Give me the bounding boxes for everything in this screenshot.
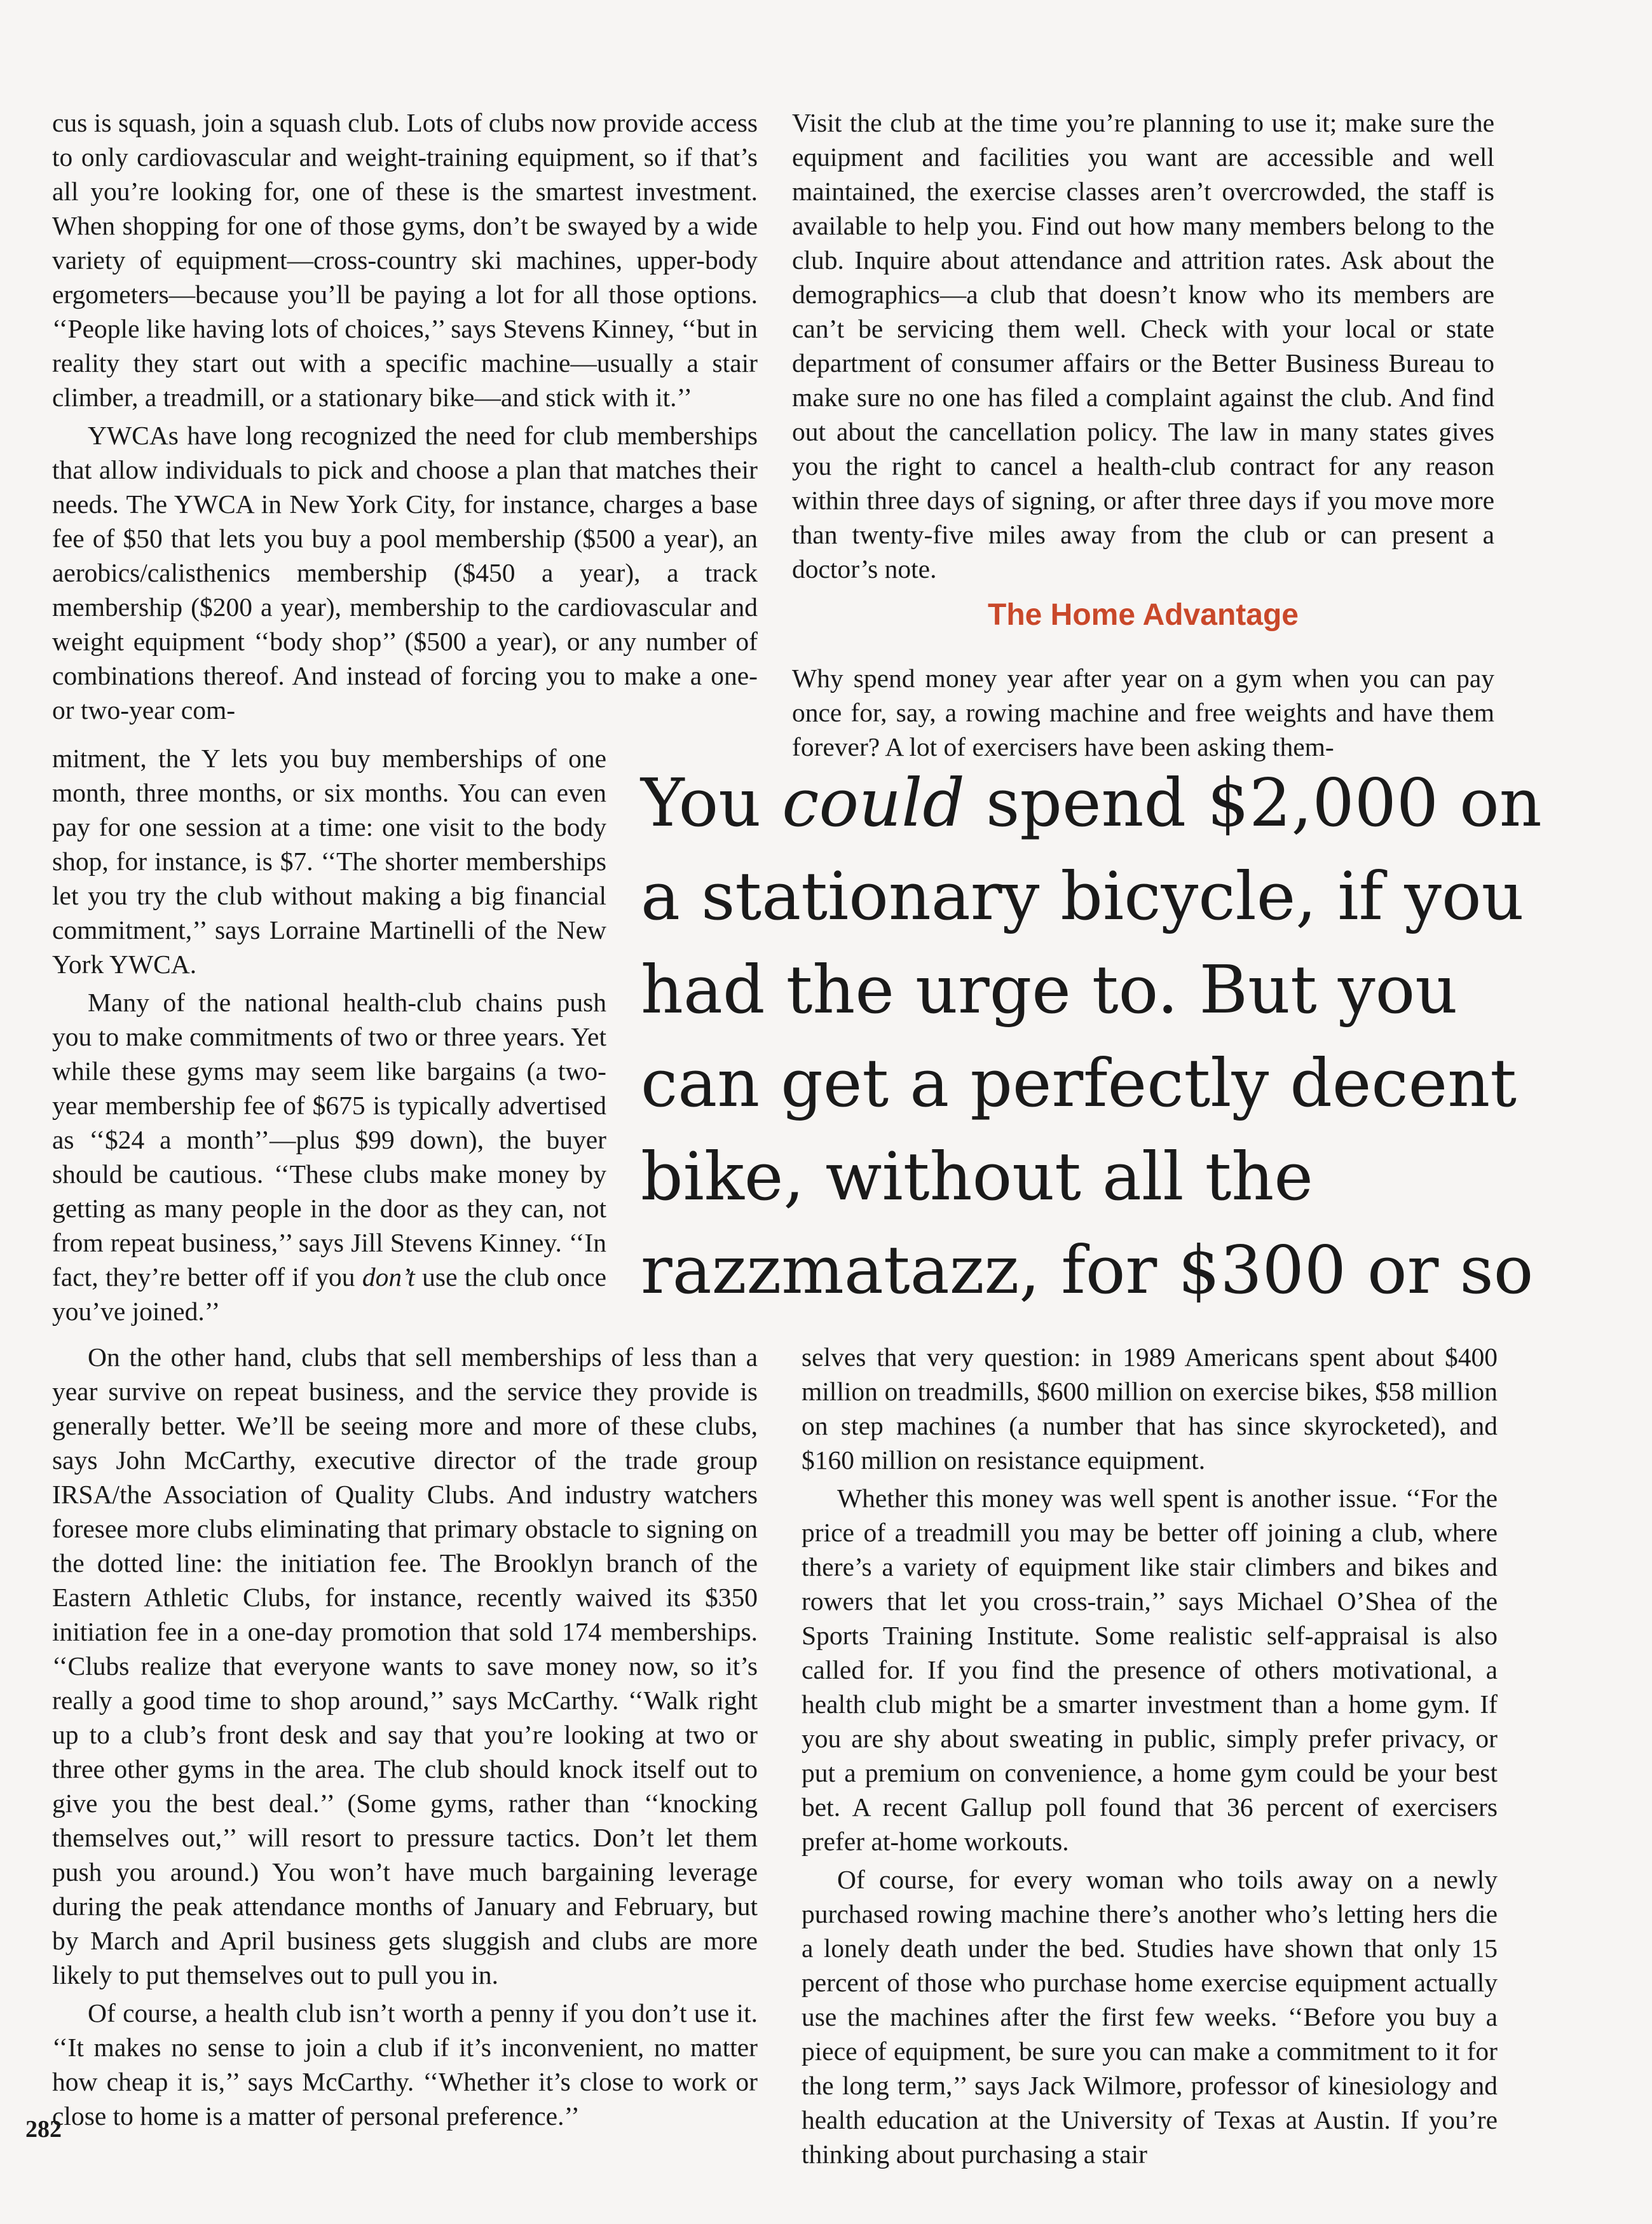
paragraph: selves that very question: in 1989 Americans spent about $400 million on treadmills, $600 million on exercise bikes, $58 million on step machines (a number that has since skyrocketed), and $160 million on resistance equipment. bbox=[802, 1342, 1498, 1475]
paragraph: Whether this money was well spent is another issue. ‘‘For the price of a treadmill you may be better off joining a club, where there’s a variety of equipment like stair climbers and bikes and rowers that let you cross-train,’’ says Michael O’Shea of the Sports Training Institute. Some realistic self-appraisal is also called for. If you find the presence of others motivational, a health club might be a smarter investment than a home gym. If you are shy about sweating in public, simply prefer privacy, or put a premium on convenience, a home gym could be your best bet. A recent Gallup poll found that 36 percent of exercisers prefer at-home workouts. bbox=[802, 1484, 1498, 1856]
pull-quote bbox=[641, 756, 1543, 1317]
emphasis-text: don’t bbox=[362, 1262, 415, 1292]
paragraph-text: use the club once you’ve joined.’’ bbox=[52, 1262, 606, 1326]
section-heading: The Home Advantage bbox=[988, 598, 1299, 632]
paragraph: Of course, for every woman who toils away on a newly purchased rowing machine there’s another who’s letting hers die a lonely death under the bed. Studies have shown that only 15 percent of those who purchase home exercise equipment actually use the machines after the first few weeks. ‘‘Before you buy a piece of equipment, be sure you can make a commitment to it for the long term,’’ says Jack Wilmore, professor of kinesiology and health education at the University of Texas at Austin. If you’re thinking about purchasing a stair bbox=[802, 1865, 1498, 2169]
paragraph: Why spend money year after year on a gym when you can pay once for, say, a rowing machine and free weights and have them forever? A lot of exercisers have been asking them- bbox=[792, 664, 1494, 761]
column-2-top bbox=[792, 106, 1494, 586]
column-1-top bbox=[52, 106, 758, 727]
column-2-bottom bbox=[802, 1340, 1498, 2171]
paragraph: Of course, a health club isn’t worth a penny if you don’t use it. ‘‘It makes no sense to join a club if it’s inconvenient, no matter how cheap it is,’’ says McCarthy. ‘‘Whether it’s close to work or close to home is a matter of personal preference.’’ bbox=[52, 1998, 758, 2131]
column-1-bottom bbox=[52, 1340, 758, 2133]
paragraph bbox=[52, 985, 606, 1328]
paragraph: mitment, the Y lets you buy memberships of one month, three months, or six months. You can even pay for one session at a time: one visit to the body shop, for instance, is $7. ‘‘The shorter memberships let you try the club without making a big financial commitment,’’ says Lorraine Martinelli of the New York YWCA. bbox=[52, 744, 606, 979]
paragraph: YWCAs have long recognized the need for club memberships that allow individuals to pick and choose a plan that matches their needs. The YWCA in New York City, for instance, charges a base fee of $50 that lets you buy a pool membership ($500 a year), an aerobics/calisthenics membership ($450 a year), a track membership ($200 a year), membership to the cardiovascular and weight equipment ‘‘body shop’’ ($500 a year), or any number of combinations thereof. And instead of forcing you to make a one- or two-year com- bbox=[52, 421, 758, 725]
paragraph: cus is squash, join a squash club. Lots of clubs now provide access to only cardiovascular and weight-training equipment, so if that’s all you’re looking for, one of these is the smartest investment. When shopping for one of those gyms, don’t be swayed by a wide variety of equipment—cross-country ski machines, upper-body ergometers—because you’ll be paying a lot for all those options. ‘‘People like having lots of choices,’’ says Stevens Kinney, ‘‘but in reality they start out with a specific machine—usually a stair climber, a treadmill, or a stationary bike—and stick with it.’’ bbox=[52, 108, 758, 412]
paragraph: Visit the club at the time you’re planning to use it; make sure the equipment and facilities you want are accessible and well maintained, the exercise classes aren’t overcrowded, the staff is available to help you. Find out how many members belong to the club. Inquire about attendance and attrition rates. Ask about the demographics—a club that doesn’t know who its members are can’t be servicing them well. Check with your local or state department of consumer affairs or the Better Business Bureau to make sure no one has filed a complaint against the club. And find out about the cancellation policy. The law in many states gives you the right to cancel a health-club contract for any reason within three days of signing, or after three days if you move more than twenty-five miles away from the club or can present a doctor’s note. bbox=[792, 108, 1494, 583]
paragraph: On the other hand, clubs that sell memberships of less than a year survive on repeat business, and the service they provide is generally better. We’ll be seeing more and more of these clubs, says John McCarthy, executive director of the trade group IRSA/the Association of Quality Clubs. And industry watchers foresee more clubs eliminating that primary obstacle to signing on the dotted line: the initiation fee. The Brooklyn branch of the Eastern Athletic Clubs, for instance, recently waived its $350 initiation fee in a one-day promotion that sold 174 memberships. ‘‘Clubs realize that everyone wants to save money now, so it’s really a good time to shop around,’’ says McCarthy. ‘‘Walk right up to a club’s front desk and say that you’re looking at two or three other gyms in the area. The club should knock itself out to give you the best deal.’’ (Some gyms, rather than ‘‘knocking themselves out,’’ will resort to pressure tactics. Don’t let them push you around.) You won’t have much bargaining leverage during the peak attendance months of January and February, but by March and April business gets sluggish and clubs are more likely to put themselves out to pull you in. bbox=[52, 1342, 758, 1989]
pull-quote-text: You bbox=[641, 764, 782, 842]
pull-quote-text: spend $2,000 on a stationary bicycle, if you had the urge to. But you can get a perfectly decent bike, without all the razzmatazz, for $300 or so bbox=[641, 764, 1542, 1309]
pull-quote-emphasis: could bbox=[782, 764, 965, 842]
paragraph-text: Many of the national health-club chains push you to make commitments of two or three years. Yet while these gyms may seem like bargains (a two-year membership fee of $675 is typically advertised as ‘‘$24 a month’’—plus $99 down), the buyer should be cautious. ‘‘These clubs make money by getting as many people in the door as they can, not from repeat business,’’ says Jill Stevens Kinney. ‘‘In fact, they’re better off if you bbox=[52, 988, 606, 1292]
page-number: 282 bbox=[25, 2116, 62, 2143]
column-1-narrow bbox=[52, 741, 606, 1328]
column-2-intro bbox=[792, 661, 1494, 764]
